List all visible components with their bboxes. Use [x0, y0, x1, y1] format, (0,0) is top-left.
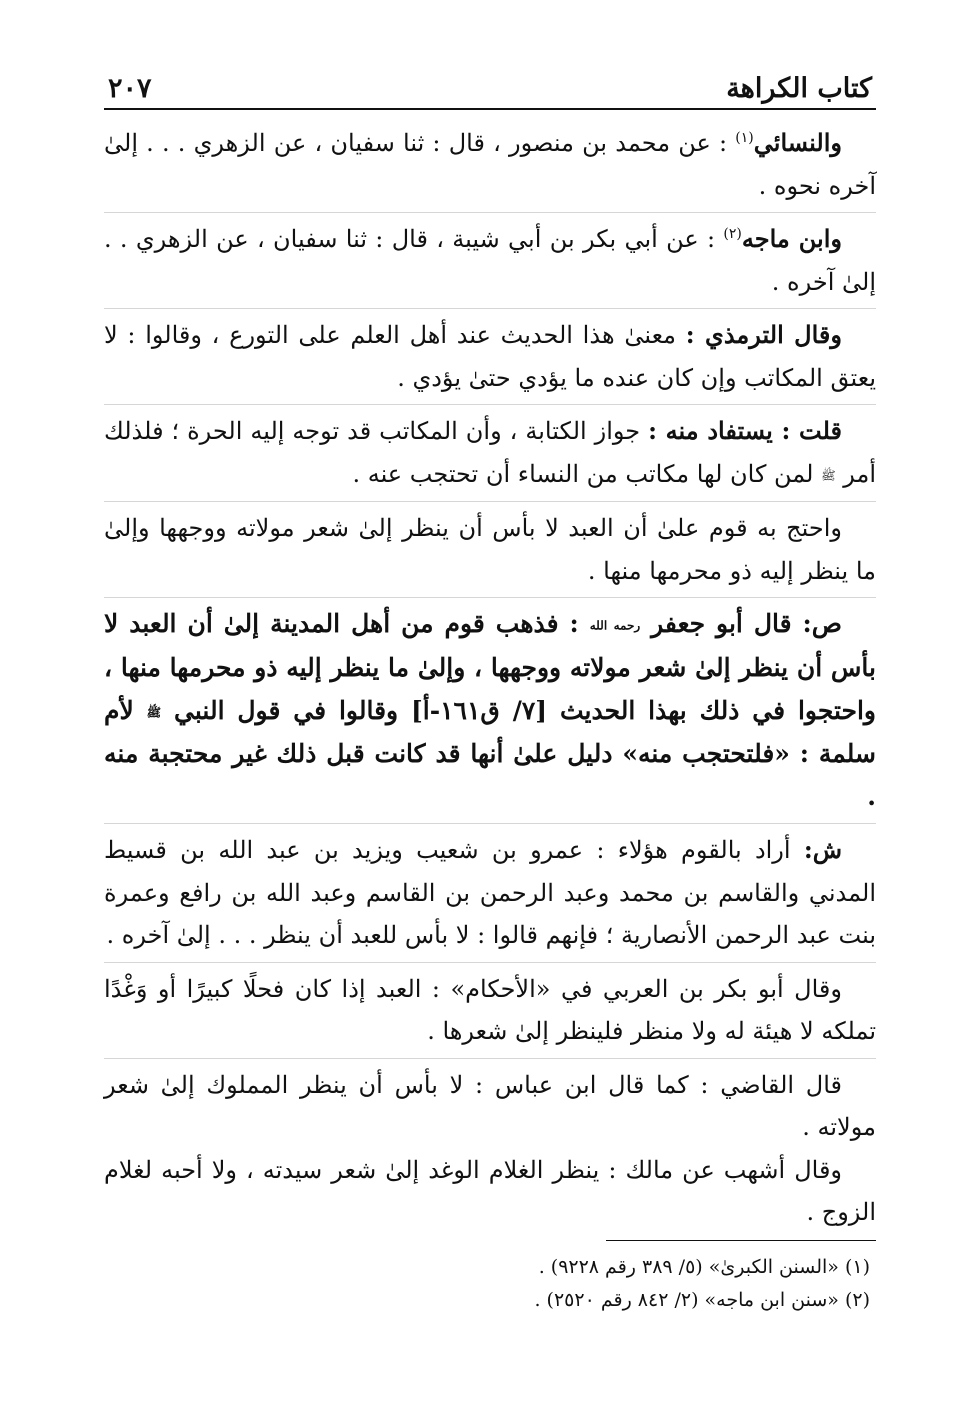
paragraph-text: : عن أبي بكر بن أبي شيبة ، قال : ثنا سفيان ، عن الزهري . . إلىٰ آخره .: [104, 225, 876, 296]
page: [104, 56, 876, 1317]
paragraph-text: جواز الكتابة ، وأن المكاتب قد توجه إليه الحرة ؛ فلذلك أمر: [104, 417, 876, 488]
paragraph-ibn-majah: [104, 218, 876, 309]
paragraph-text: : عن محمد بن منصور ، قال : ثنا سفيان ، عن الزهري . . . إلىٰ آخره نحوه .: [104, 129, 876, 200]
paragraph-qultu: [104, 410, 876, 502]
paragraph-lead: ش:: [803, 835, 842, 865]
paragraph-text: قال القاضي : كما قال ابن عباس : لا بأس أن ينظر المملوك إلىٰ شعر مولاته .: [104, 1070, 876, 1142]
paragraph-shin: [104, 829, 876, 963]
footnote-divider: [606, 1240, 876, 1241]
paragraph-text: : فذهب قوم من أهل المدينة إلىٰ أن العبد لا بأس أن ينظر إلىٰ شعر مولاته ووجهها ، وإلىٰ ما ينظر إليه ذو محرمها منها ، واحتجوا في ذلك بهذا الحديث [٧/ ق١٦١-أ] وقالوا في قول النبي: [104, 609, 876, 725]
running-header: [104, 56, 876, 110]
paragraph-text: وقال أشهب عن مالك : ينظر الغلام الوغد إلىٰ شعر سيدته ، ولا أحبه لغلام الزوج .: [104, 1155, 876, 1227]
honorific-glyph: ﷺ: [821, 467, 836, 482]
honorific-glyph: ﷺ: [146, 704, 162, 719]
paragraph-lead: ص:: [802, 609, 842, 639]
paragraph-text: أراد بالقوم هؤلاء : عمرو بن شعيب ويزيد بن عبد الله بن قسيط المدني والقاسم بن محمد وعبد الرحمن بن القاسم وعبد الله بن رافع وعمرة بنت عبد الرحمن الأنصارية ؛ فإنهم قالوا : لا بأس للعبد أن ينظر . . . إلىٰ آخره .: [104, 836, 876, 950]
footnotes: [104, 1251, 876, 1317]
paragraph-ihtajja: [104, 507, 876, 598]
paragraph-text: معنىٰ هذا الحديث عند أهل العلم على التورع ، وقالوا : لا يعتق المكاتب وإن كان عنده ما يؤدي حتىٰ يؤدي .: [104, 321, 876, 392]
footnote-ref: (١): [735, 130, 754, 146]
paragraph-lead: قلت : يستفاد منه :: [648, 416, 843, 445]
book-title: كتاب الكراهة: [726, 73, 872, 104]
footnote-ref: (٢): [723, 226, 742, 242]
footnote-2: (٢) «سنن ابن ماجه» (٢/ ٨٤٢ رقم ٢٥٢٠) .: [534, 1288, 870, 1311]
page-number: ٢٠٧: [108, 73, 152, 104]
paragraph-lead: والنسائي: [753, 128, 842, 157]
footnote-1: (١) «السنن الكبرىٰ» (٥/ ٣٨٩ رقم ٩٢٢٨) .: [538, 1255, 870, 1278]
paragraph-ashhab: [104, 1149, 876, 1234]
paragraph-lead: وابن ماجه: [741, 224, 842, 253]
paragraph-text: لمن كان لها مكاتب من النساء أن تحتجب عنه .: [352, 459, 814, 488]
paragraph-text: لأم سلمة : «فلتحتجب منه» دليل علىٰ أنها قد كانت قبل ذلك غير محتجبة منه .: [104, 695, 876, 811]
paragraph-nasai: [104, 122, 876, 213]
paragraph-sad: [104, 603, 876, 824]
paragraph-text: واحتج به قوم علىٰ أن العبد لا بأس أن ينظر إلىٰ شعر مولاته ووجهها وإلىٰ ما ينظر إليه ذو محرمها منها .: [104, 514, 876, 585]
main-text: [104, 122, 876, 1234]
paragraph-text: قال أبو جعفر: [651, 609, 792, 639]
paragraph-tirmidhi: [104, 314, 876, 405]
paragraph-qadi: [104, 1064, 876, 1149]
paragraph-ibn-arabi: [104, 968, 876, 1059]
paragraph-text: وقال أبو بكر بن العربي في «الأحكام» : العبد إذا كان فحلًا كبيرًا أو وَغْدًا تملكه لا هيئة له ولا منظر فلينظر إلىٰ شعرها .: [104, 974, 876, 1046]
paragraph-lead: وقال الترمذي :: [685, 320, 842, 349]
honorific-glyph: رحمه الله: [589, 618, 641, 633]
